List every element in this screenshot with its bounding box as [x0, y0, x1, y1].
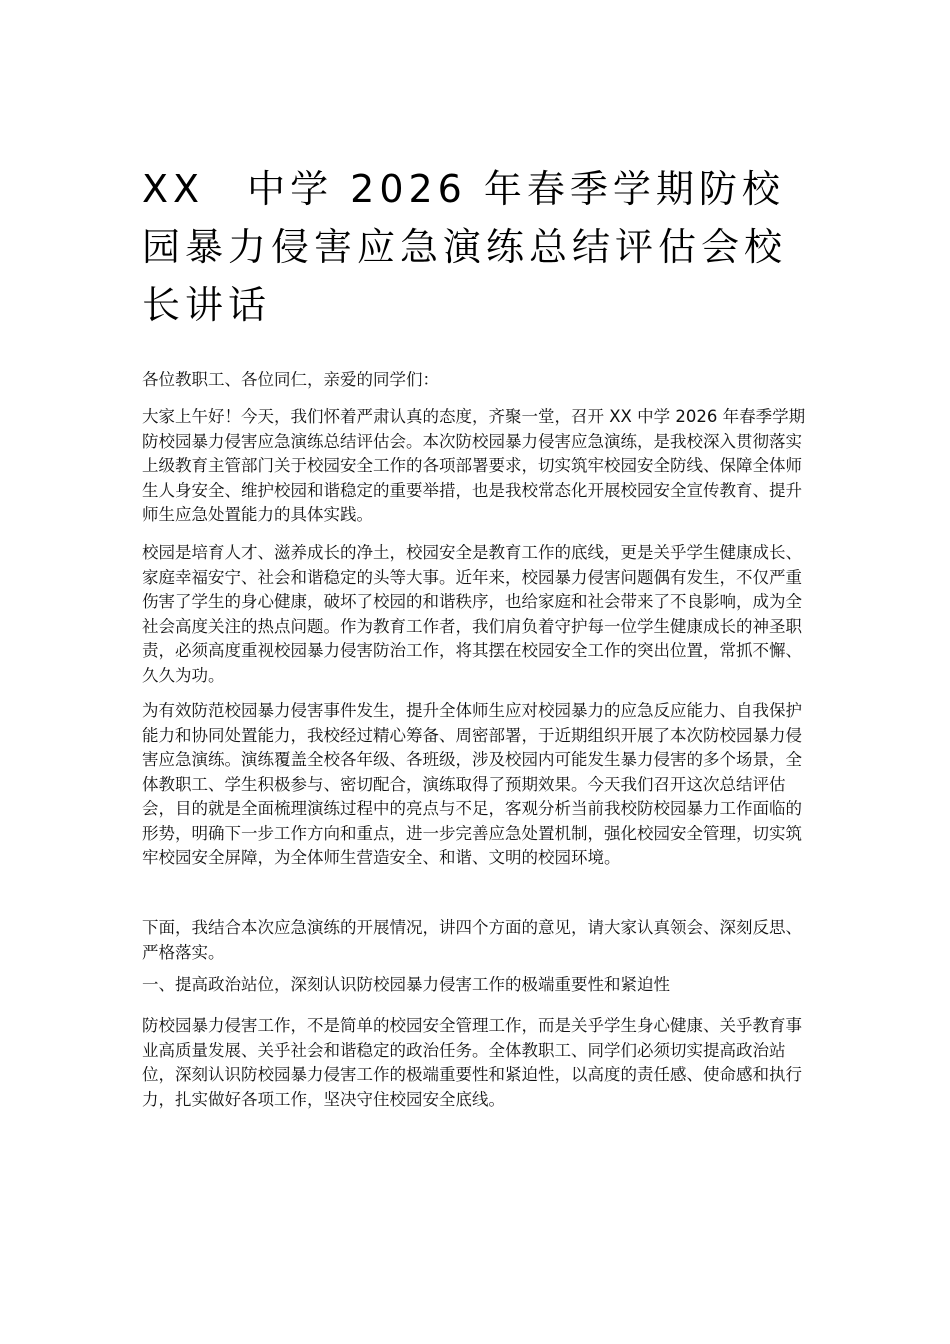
section-1-paragraph: 防校园暴力侵害工作，不是简单的校园安全管理工作，而是关乎学生身心健康、关乎教育事业高质量发展、关乎社会和谐稳定的政治任务。全体教职工、同学们必须切实提高政治站位，深刻认识防校园暴力侵害工作的极端重要性和紧迫性，以高度的责任感、使命感和执行力，扎实做好各项工作，坚决守住校园安全底线。 [142, 1016, 802, 1109]
paragraph-drill-purpose: 为有效防范校园暴力侵害事件发生，提升全体师生应对校园暴力的应急反应能力、自我保护能力和协同处置能力，我校经过精心筹备、周密部署，于近期组织开展了本次防校园暴力侵害应急演练。演练覆盖全校各年级、各班级，涉及校园内可能发生暴力侵害的多个场景，全体教职工、学生积极参与、密切配合，演练取得了预期效果。今天我们召开这次总结评估会，目的就是全面梳理演练过程中的亮点与不足，客观分析当前我校防校园暴力工作面临的形势，明确下一步工作方向和重点，进一步完善应急处置机制，强化校园安全管理，切实筑牢校园安全屏障，为全体师生营造安全、和谐、文明的校园环境。 [142, 701, 802, 867]
salutation: 各位教职工、各位同仁，亲爱的同学们： [142, 370, 439, 389]
paragraph-opening: 大家上午好！今天，我们怀着严肃认真的态度，齐聚一堂，召开 XX 中学 2026 年春季学期防校园暴力侵害应急演练总结评估会。本次防校园暴力侵害应急演练，是我校深入贯彻落实上级教育主管部门关于校园安全工作的各项部署要求，切实筑牢校园安全防线、保障全体师生人身安全、维护校园和谐稳定的重要举措，也是我校常态化开展校园安全宣传教育、提升师生应急处置能力的具体实践。 [142, 407, 806, 524]
document-title: XX 中学 2026 年春季学期防校园暴力侵害应急演练总结评估会校长讲话 [142, 167, 788, 327]
section-heading-1: 一、提高政治站位，深刻认识防校园暴力侵害工作的极端重要性和紧迫性 [142, 975, 670, 994]
paragraph-outline: 下面，我结合本次应急演练的开展情况，讲四个方面的意见，请大家认真领会、深刻反思、严格落实。 [142, 918, 802, 962]
paragraph-campus-safety: 校园是培育人才、滋养成长的净土，校园安全是教育工作的底线，更是关乎学生健康成长、家庭幸福安宁、社会和谐稳定的头等大事。近年来，校园暴力侵害问题偶有发生，不仅严重伤害了学生的身心健康，破坏了校园的和谐秩序，也给家庭和社会带来了不良影响，成为全社会高度关注的热点问题。作为教育工作者，我们肩负着守护每一位学生健康成长的神圣职责，必须高度重视校园暴力侵害防治工作，将其摆在校园安全工作的突出位置，常抓不懈、久久为功。 [142, 543, 802, 685]
